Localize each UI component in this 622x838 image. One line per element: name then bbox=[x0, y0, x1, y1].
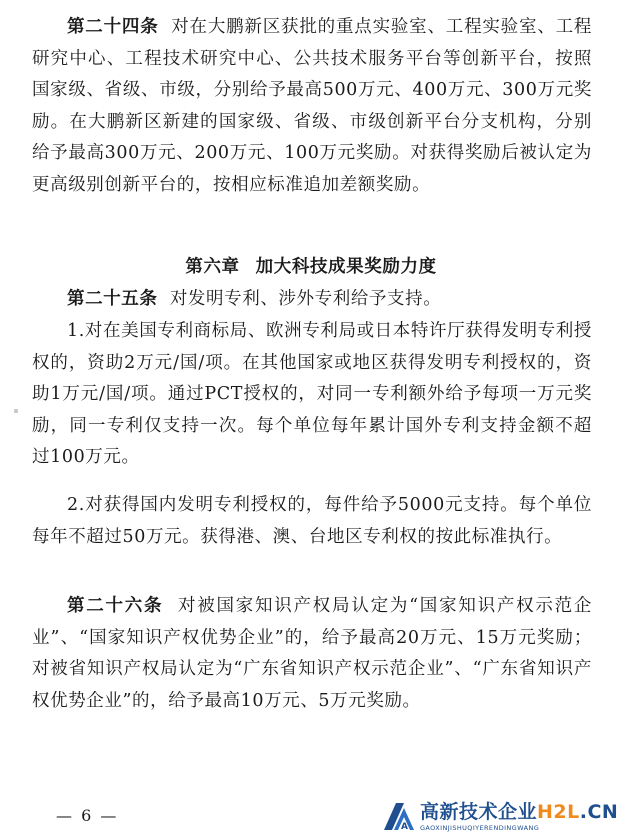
watermark-logo-letter: A bbox=[401, 822, 408, 832]
watermark-pinyin: GAOXINJISHUQIYERENDINGWANG bbox=[420, 823, 540, 832]
article-24-label: 第二十四条 bbox=[67, 17, 159, 37]
article-24-text: 对在大鹏新区获批的重点实验室、工程实验室、工程研究中心、工程技术研究中心、公共技术服务平台等创新平台，按照国家级、省级、市级，分别给予最高500万元、400万元、300万元奖励。在大鹏新区新建的国家级、省级、市级创新平台分支机构，分别给予最高300万元、200万元、100万元奖励。对获得奖励后被认定为更高级别创新平台的，按相应标准追加差额奖励。 bbox=[32, 17, 592, 195]
watermark-logo-icon bbox=[382, 800, 416, 834]
watermark-name: 高新技术企业 bbox=[420, 800, 538, 823]
article-25-item-2: 2.对获得国内发明专利授权的，每件给予5000元支持。每个单位每年不超过50万元。获得港、澳、台地区专利权的按此标准执行。 bbox=[32, 495, 592, 547]
chapter-number: 第六章 bbox=[185, 257, 240, 277]
site-watermark bbox=[382, 799, 620, 835]
page-number: — 6 — bbox=[56, 806, 119, 825]
chapter-heading bbox=[0, 253, 622, 278]
article-25-item-1: 1.对在美国专利商标局、欧洲专利局或日本特许厅获得发明专利授权的，资助2万元/国/项。在其他国家或地区获得发明专利授权的，资助1万元/国/项。通过PCT授权的，对同一专利额外给予每项一万元奖励，同一专利仅支持一次。每个单位每年累计国外专利支持金额不超过100万元。 bbox=[32, 321, 592, 468]
article-26-label: 第二十六条 bbox=[67, 596, 164, 616]
article-26-text: 对被国家知识产权局认定为“国家知识产权示范企业”、“国家知识产权优势企业”的，给予最高20万元、15万元奖励；对被省知识产权局认定为“广东省知识产权示范企业”、“广东省知识产权优势企业”的，给予最高10万元、5万元奖励。 bbox=[32, 596, 593, 711]
watermark-title bbox=[420, 800, 619, 823]
chapter-title: 加大科技成果奖励力度 bbox=[255, 257, 437, 277]
article-25-label: 第二十五条 bbox=[67, 289, 158, 309]
article-24-paragraph bbox=[32, 12, 592, 202]
watermark-domain-tail: .CN bbox=[579, 800, 619, 823]
article-26-paragraph bbox=[32, 591, 592, 717]
article-25-text: 对发明专利、涉外专利给予支持。 bbox=[169, 289, 442, 309]
article-25-paragraph bbox=[32, 284, 592, 316]
scan-speck bbox=[14, 409, 18, 413]
watermark-domain: H2L bbox=[537, 800, 580, 823]
